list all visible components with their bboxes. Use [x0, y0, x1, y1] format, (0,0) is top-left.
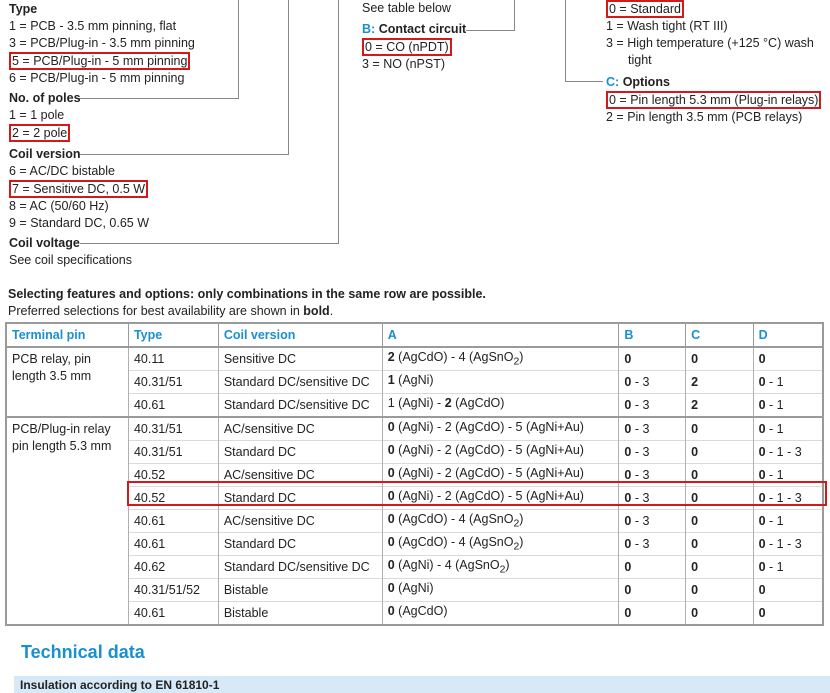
options-option: 2 = Pin length 3.5 mm (PCB relays)	[606, 110, 803, 124]
a-text: (AgNi) - 2 (AgCdO) - 5 (AgNi+Au)	[394, 466, 584, 481]
a-end: )	[505, 558, 510, 573]
connector-line	[238, 0, 239, 99]
b-cell	[619, 441, 686, 464]
a-end: )	[519, 535, 524, 550]
table-row	[6, 602, 823, 626]
c-cell	[686, 441, 754, 464]
d-text: - 1	[765, 375, 784, 389]
b-text: - 3	[631, 514, 650, 528]
a-cell	[382, 417, 619, 441]
c-cell	[686, 510, 754, 533]
c-bold: 0	[691, 468, 699, 482]
coil-cell: Standard DC/sensitive DC	[218, 556, 382, 579]
a-bold: 0	[387, 512, 395, 527]
d-bold: 0	[758, 491, 766, 505]
contact-option-highlighted: 0 = CO (nPDT)	[362, 38, 452, 56]
a-subscript: 2	[513, 356, 520, 368]
coil-cell: AC/sensitive DC	[218, 510, 382, 533]
coil-voltage-title: Coil voltage	[9, 236, 80, 250]
c-bold: 0	[691, 514, 699, 528]
d-cell	[753, 417, 823, 441]
coil-cell: Standard DC	[218, 441, 382, 464]
a-text: (AgNi)	[394, 581, 434, 596]
poles-option-highlighted: 2 = 2 pole	[9, 124, 70, 142]
type-cell: 40.61	[128, 394, 218, 418]
d-text: - 1	[765, 514, 784, 528]
type-title: Type	[9, 2, 38, 16]
b-bold: 0	[624, 422, 632, 436]
d-cell	[753, 533, 823, 556]
d-text: - 1	[765, 398, 784, 412]
table-row	[6, 347, 823, 371]
table-row	[6, 441, 823, 464]
c-cell	[686, 602, 754, 626]
poles-option: 1 = 1 pole	[9, 108, 65, 122]
type-cell: 40.61	[128, 510, 218, 533]
c-cell	[686, 579, 754, 602]
b-cell	[619, 533, 686, 556]
contact-circuit-letter: B:	[362, 22, 376, 36]
c-bold: 0	[691, 537, 699, 551]
type-cell: 40.62	[128, 556, 218, 579]
a-cell	[382, 579, 619, 602]
d-cell	[753, 464, 823, 487]
poles-title: No. of poles	[9, 91, 81, 105]
d-bold: 0	[758, 422, 766, 436]
a-text: (AgNi) - 2 (AgCdO) - 5 (AgNi+Au)	[394, 443, 584, 458]
c-bold: 0	[691, 606, 699, 620]
wash-option: 1 = Wash tight (RT III)	[606, 19, 728, 33]
coil-version-option: 6 = AC/DC bistable	[9, 164, 115, 178]
b-text: - 3	[631, 398, 650, 412]
d-cell	[753, 602, 823, 626]
c-bold: 2	[691, 398, 699, 412]
a-cell	[382, 510, 619, 533]
see-table-text: See table below	[362, 1, 451, 15]
coil-voltage-section	[9, 235, 132, 269]
a-prefix: 1 (AgNi) -	[387, 396, 445, 411]
contact-circuit-title: Contact circuit	[378, 22, 467, 36]
a-bold: 0	[387, 420, 395, 435]
connector-line	[338, 0, 339, 244]
col-header-terminal-pin: Terminal pin	[6, 323, 128, 347]
insulation-label: Insulation according to EN 61810-1	[20, 678, 220, 692]
coil-version-option: 8 = AC (50/60 Hz)	[9, 199, 109, 213]
coil-version-section	[9, 146, 149, 232]
technical-data-title: Technical data	[21, 642, 145, 662]
a-subscript: 2	[499, 564, 506, 576]
a-text: (AgNi) - 4 (AgSnO	[394, 558, 500, 573]
connector-line	[565, 81, 603, 82]
table-row	[6, 533, 823, 556]
d-bold: 0	[758, 560, 766, 574]
a-text: (AgCdO)	[394, 604, 448, 619]
a-bold: 0	[387, 581, 395, 596]
d-bold: 0	[758, 606, 766, 620]
a-subscript: 2	[513, 541, 520, 553]
a-text: (AgNi) - 2 (AgCdO) - 5 (AgNi+Au)	[394, 420, 584, 435]
table-row	[6, 394, 823, 418]
d-bold: 0	[758, 583, 766, 597]
type-option: 6 = PCB/Plug-in - 5 mm pinning	[9, 71, 185, 85]
right-column	[606, 0, 821, 126]
a-bold: 0	[387, 535, 395, 550]
d-cell	[753, 347, 823, 371]
coil-cell: Standard DC	[218, 533, 382, 556]
c-bold: 2	[691, 375, 699, 389]
b-cell	[619, 417, 686, 441]
d-text: - 1 - 3	[765, 491, 802, 505]
col-header-b: B	[619, 323, 686, 347]
d-cell	[753, 371, 823, 394]
b-text: - 3	[631, 537, 650, 551]
a-bold: 0	[387, 558, 395, 573]
c-bold: 0	[691, 491, 699, 505]
b-cell	[619, 394, 686, 418]
connector-line	[78, 98, 239, 99]
d-text: - 1 - 3	[765, 537, 802, 551]
selection-table	[5, 322, 824, 626]
coil-version-option: 9 = Standard DC, 0.65 W	[9, 216, 150, 230]
col-header-d: D	[753, 323, 823, 347]
c-cell	[686, 533, 754, 556]
a-end: )	[519, 350, 524, 365]
coil-cell: AC/sensitive DC	[218, 464, 382, 487]
wash-option-highlighted: 0 = Standard	[606, 0, 684, 18]
d-bold: 0	[758, 514, 766, 528]
col-header-type: Type	[128, 323, 218, 347]
a-bold: 2	[444, 396, 452, 411]
a-text: (AgNi)	[394, 373, 434, 388]
c-cell	[686, 464, 754, 487]
d-bold: 0	[758, 352, 766, 366]
b-cell	[619, 487, 686, 510]
b-bold: 0	[624, 560, 632, 574]
d-bold: 0	[758, 398, 766, 412]
b-bold: 0	[624, 398, 632, 412]
coil-cell: Standard DC	[218, 487, 382, 510]
a-end: )	[519, 512, 524, 527]
d-text: - 1	[765, 468, 784, 482]
coil-cell: Standard DC/sensitive DC	[218, 371, 382, 394]
a-cell	[382, 533, 619, 556]
type-cell: 40.31/51	[128, 441, 218, 464]
table-row	[6, 579, 823, 602]
b-text: - 3	[631, 422, 650, 436]
d-cell	[753, 441, 823, 464]
d-cell	[753, 510, 823, 533]
coil-voltage-text: See coil specifications	[9, 253, 132, 267]
selection-sub-prefix: Preferred selections for best availability are shown in	[8, 304, 304, 318]
wash-option: 3 = High temperature (+125 °C) wash	[606, 36, 814, 50]
connector-line	[565, 0, 566, 82]
b-bold: 0	[624, 514, 632, 528]
b-text: - 3	[631, 491, 650, 505]
a-text: (AgCdO)	[451, 396, 505, 411]
a-cell	[382, 487, 619, 510]
connector-line	[466, 30, 515, 31]
b-bold: 0	[624, 468, 632, 482]
d-text: - 1	[765, 422, 784, 436]
a-cell	[382, 347, 619, 371]
table-row	[6, 510, 823, 533]
connector-line	[288, 0, 289, 155]
type-cell: 40.11	[128, 347, 218, 371]
a-cell	[382, 602, 619, 626]
a-text: (AgNi) - 2 (AgCdO) - 5 (AgNi+Au)	[394, 489, 584, 504]
type-cell: 40.52	[128, 464, 218, 487]
a-cell	[382, 394, 619, 418]
a-text: (AgCdO) - 4 (AgSnO	[394, 535, 514, 550]
c-cell	[686, 487, 754, 510]
contact-option: 3 = NO (nPST)	[362, 57, 446, 71]
c-bold: 0	[691, 422, 699, 436]
terminal-pin-cell: PCB/Plug-in relay pin length 5.3 mm	[6, 417, 128, 625]
a-text: (AgCdO) - 4 (AgSnO	[394, 512, 514, 527]
type-option-highlighted: 5 = PCB/Plug-in - 5 mm pinning	[9, 52, 190, 70]
connector-line	[514, 0, 515, 31]
b-cell	[619, 510, 686, 533]
a-text: (AgCdO) - 4 (AgSnO	[394, 350, 514, 365]
d-bold: 0	[758, 537, 766, 551]
b-text: - 3	[631, 468, 650, 482]
coil-cell: Bistable	[218, 579, 382, 602]
a-cell	[382, 556, 619, 579]
c-cell	[686, 556, 754, 579]
a-cell	[382, 464, 619, 487]
d-text: - 1	[765, 560, 784, 574]
type-cell: 40.61	[128, 602, 218, 626]
wash-option-cont: tight	[628, 53, 652, 67]
selection-subtitle	[8, 304, 333, 318]
c-bold: 0	[691, 445, 699, 459]
selection-sub-suffix: .	[329, 304, 334, 318]
type-option: 3 = PCB/Plug-in - 3.5 mm pinning	[9, 36, 195, 50]
d-bold: 0	[758, 468, 766, 482]
col-header-coil-version: Coil version	[218, 323, 382, 347]
b-text: - 3	[631, 375, 650, 389]
b-cell	[619, 556, 686, 579]
b-cell	[619, 371, 686, 394]
a-bold: 0	[387, 489, 395, 504]
b-cell	[619, 579, 686, 602]
b-cell	[619, 464, 686, 487]
selection-title: Selecting features and options: only combinations in the same row are possible.	[8, 287, 486, 301]
type-cell: 40.31/51/52	[128, 579, 218, 602]
options-letter: C:	[606, 75, 620, 89]
d-text: - 1 - 3	[765, 445, 802, 459]
a-cell	[382, 371, 619, 394]
coil-cell: Sensitive DC	[218, 347, 382, 371]
d-cell	[753, 579, 823, 602]
type-cell: 40.31/51	[128, 371, 218, 394]
c-bold: 0	[691, 583, 699, 597]
type-section	[9, 1, 195, 87]
options-option-highlighted: 0 = Pin length 5.3 mm (Plug-in relays)	[606, 91, 821, 109]
b-cell	[619, 347, 686, 371]
selection-sub-bold: bold	[303, 304, 330, 318]
type-cell: 40.52	[128, 487, 218, 510]
b-bold: 0	[624, 352, 632, 366]
b-text: - 3	[631, 445, 650, 459]
poles-section	[9, 90, 81, 142]
options-title: Options	[622, 75, 670, 89]
terminal-pin-cell: PCB relay, pin length 3.5 mm	[6, 347, 128, 417]
c-cell	[686, 417, 754, 441]
table-row	[6, 371, 823, 394]
coil-cell: Standard DC/sensitive DC	[218, 394, 382, 418]
b-bold: 0	[624, 375, 632, 389]
d-cell	[753, 556, 823, 579]
table-row	[6, 464, 823, 487]
col-header-a: A	[382, 323, 619, 347]
coil-cell: Bistable	[218, 602, 382, 626]
table-row	[6, 556, 823, 579]
c-bold: 0	[691, 560, 699, 574]
d-cell	[753, 487, 823, 510]
a-bold: 1	[387, 373, 395, 388]
b-bold: 0	[624, 445, 632, 459]
c-cell	[686, 394, 754, 418]
table-row	[6, 417, 823, 441]
a-bold: 0	[387, 466, 395, 481]
table-row	[6, 487, 823, 510]
col-header-c: C	[686, 323, 754, 347]
a-bold: 2	[387, 350, 395, 365]
a-bold: 0	[387, 443, 395, 458]
type-cell: 40.31/51	[128, 417, 218, 441]
d-cell	[753, 394, 823, 418]
type-option: 1 = PCB - 3.5 mm pinning, flat	[9, 19, 177, 33]
c-bold: 0	[691, 352, 699, 366]
a-bold: 0	[387, 604, 395, 619]
coil-version-option-highlighted: 7 = Sensitive DC, 0.5 W	[9, 180, 148, 198]
a-cell	[382, 441, 619, 464]
type-cell: 40.61	[128, 533, 218, 556]
middle-column	[362, 0, 466, 73]
b-bold: 0	[624, 606, 632, 620]
b-bold: 0	[624, 491, 632, 505]
a-subscript: 2	[513, 518, 520, 530]
coil-cell: AC/sensitive DC	[218, 417, 382, 441]
d-bold: 0	[758, 375, 766, 389]
b-cell	[619, 602, 686, 626]
table-header-row	[6, 323, 823, 347]
c-cell	[686, 371, 754, 394]
b-bold: 0	[624, 583, 632, 597]
c-cell	[686, 347, 754, 371]
d-bold: 0	[758, 445, 766, 459]
coil-version-title: Coil version	[9, 147, 81, 161]
b-bold: 0	[624, 537, 632, 551]
